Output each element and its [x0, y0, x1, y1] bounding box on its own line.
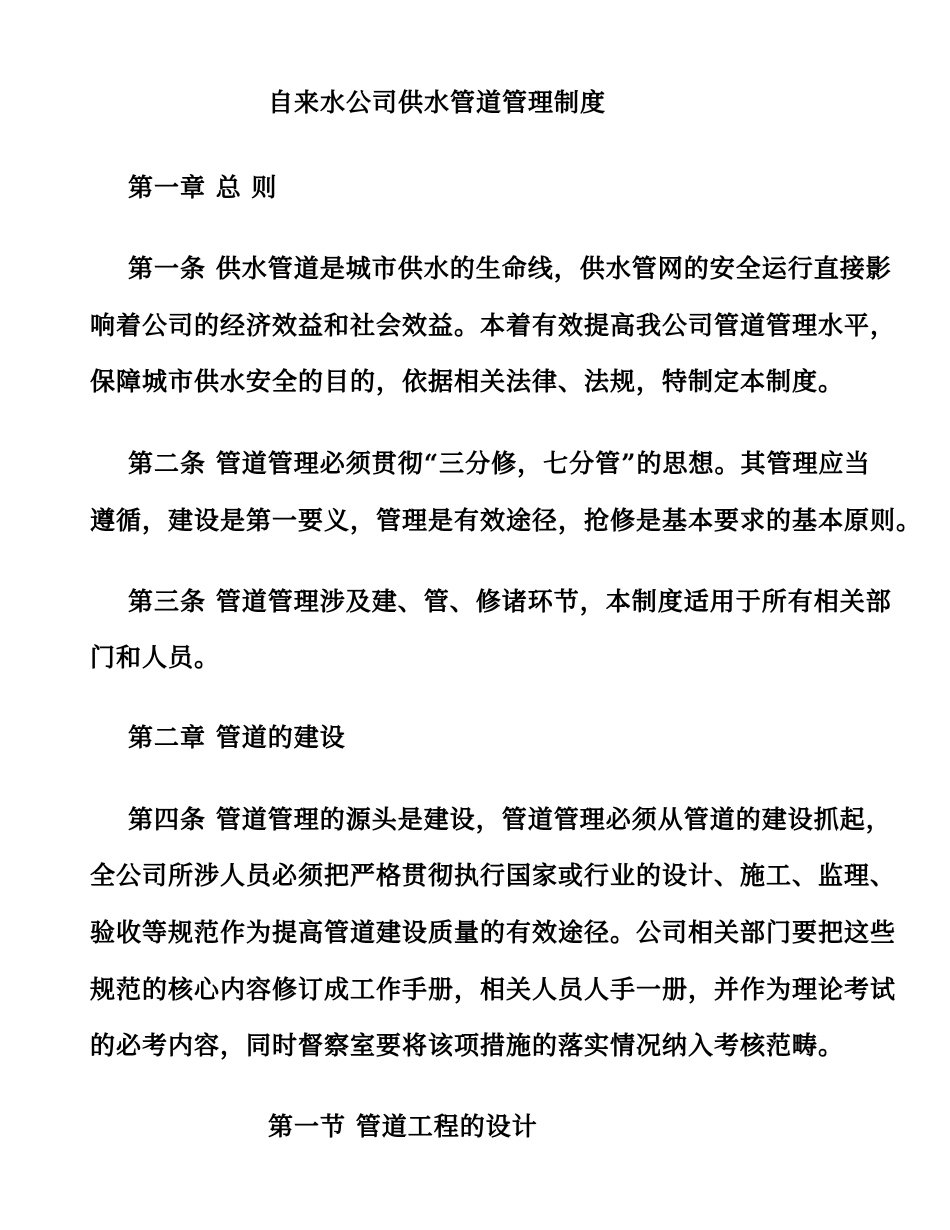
chapter-1-heading: 第一章 总 则: [128, 173, 278, 202]
article-1-line-1: 第一条 供水管道是城市供水的生命线，供水管网的安全运行直接影: [128, 254, 892, 283]
document-title: 自来水公司供水管道管理制度: [268, 88, 607, 117]
article-3-line-1: 第三条 管道管理涉及建、管、修诸环节，本制度适用于所有相关部: [128, 587, 892, 616]
article-2-line-1: 第二条 管道管理必须贯彻“三分修，七分管”的思想。其管理应当: [128, 449, 871, 478]
article-4-line-1: 第四条 管道管理的源头是建设，管道管理必须从管道的建设抓起，: [128, 805, 892, 834]
article-2-line-2: 遵循，建设是第一要义，管理是有效途径，抢修是基本要求的基本原则。: [90, 506, 923, 535]
article-4-line-5: 的必考内容，同时督察室要将该项措施的落实情况纳入考核范畴。: [90, 1031, 845, 1060]
article-1-line-2: 响着公司的经济效益和社会效益。本着有效提高我公司管道管理水平，: [90, 311, 897, 340]
article-4-line-4: 规范的核心内容修订成工作手册，相关人员人手一册，并作为理论考试: [90, 975, 897, 1004]
article-1-line-3: 保障城市供水安全的目的，依据相关法律、法规，特制定本制度。: [90, 367, 845, 396]
section-1-heading: 第一节 管道工程的设计: [268, 1112, 538, 1141]
chapter-2-heading: 第二章 管道的建设: [128, 723, 346, 752]
article-3-line-2: 门和人员。: [90, 643, 221, 672]
article-4-line-2: 全公司所涉人员必须把严格贯彻执行国家或行业的设计、施工、监理、: [90, 861, 897, 890]
article-4-line-3: 验收等规范作为提高管道建设质量的有效途径。公司相关部门要把这些: [90, 918, 897, 947]
